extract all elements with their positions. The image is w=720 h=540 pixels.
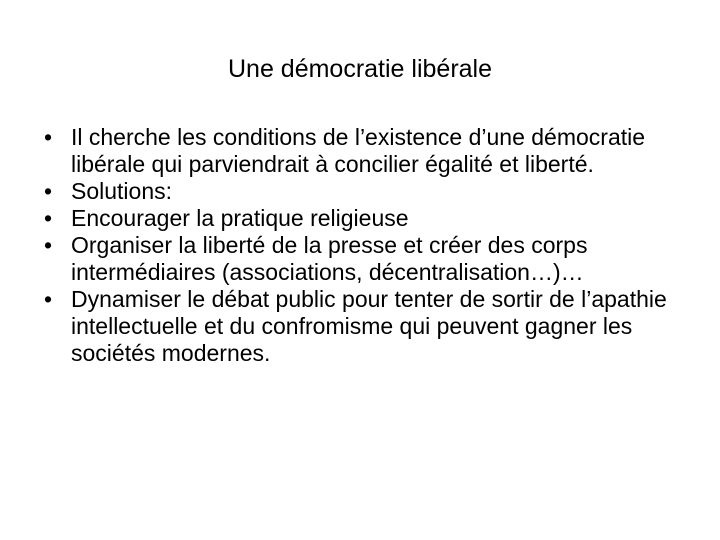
bullet-icon: • [44, 232, 53, 258]
bullet-icon: • [44, 178, 53, 204]
bullet-item [44, 286, 684, 367]
bullet-icon: • [44, 205, 53, 231]
bullet-icon: • [44, 286, 53, 312]
bullet-item [44, 178, 684, 205]
bullet-text: Encourager la pratique religieuse [71, 205, 409, 231]
bullet-item [44, 232, 684, 286]
bullet-text: Organiser la liberté de la presse et créer des corps intermédiaires (associations, décentralisation…)… [71, 232, 588, 285]
bullet-text: Il cherche les conditions de l’existence d’une démocratie libérale qui parviendrait à concilier égalité et liberté. [71, 124, 646, 177]
bullet-list [44, 124, 684, 367]
bullet-item [44, 124, 684, 178]
bullet-text: Dynamiser le débat public pour tenter de sortir de l’apathie intellectuelle et du confromisme qui peuvent gagner les sociétés modernes. [71, 286, 667, 366]
bullet-item [44, 205, 684, 232]
slide-title: Une démocratie libérale [227, 55, 493, 83]
bullet-icon: • [44, 124, 53, 150]
bullet-text: Solutions: [71, 178, 173, 204]
